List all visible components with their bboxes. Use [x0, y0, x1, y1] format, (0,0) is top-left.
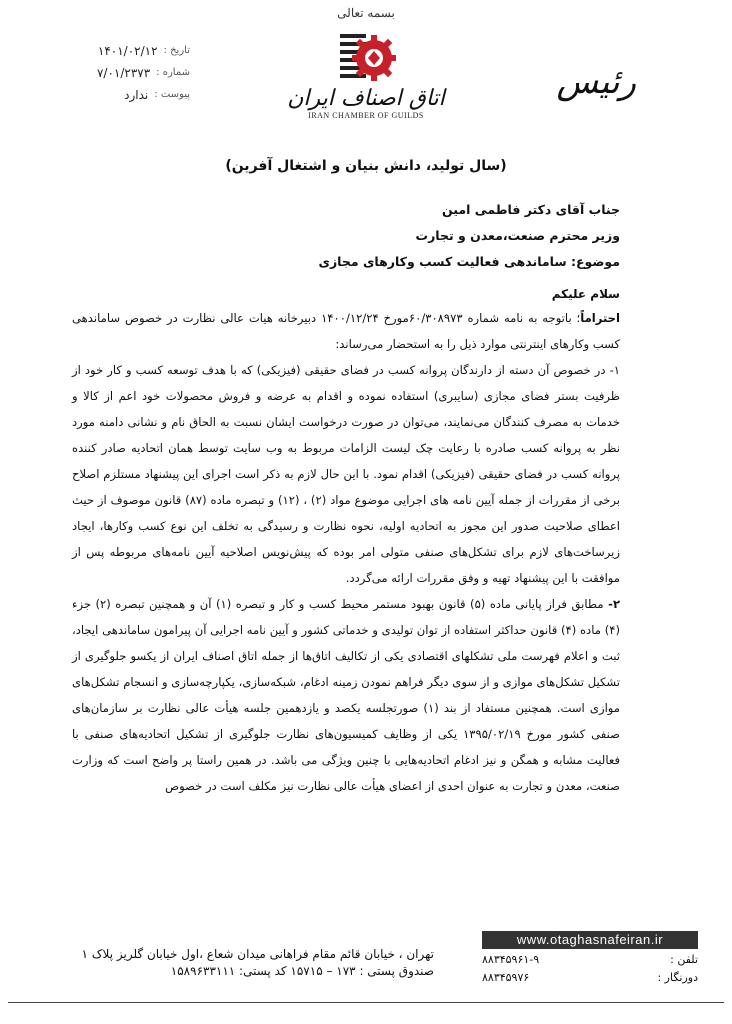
intro-paragraph: [72, 305, 620, 357]
intro-text: ؛ باتوجه به نامه شماره ۶۰/۳۰۸۹۷۳مورخ ۱۴۰۰/۱۲/۲۴ دبیرخانه هیات عالی نظارت در خصوص ساماندهی کسب وکارهای اینترنتی موارد ذیل را به استحضار می‌رساند:: [72, 311, 620, 351]
org-name-fa: اتاق اصناف ایران: [287, 86, 445, 111]
letter-body: [72, 305, 620, 799]
footer-address: [14, 946, 434, 980]
year-slogan: (سال تولید، دانش بنیان و اشتغال آفرین): [225, 158, 507, 174]
date-label: تاریخ :: [163, 45, 190, 56]
phone-value: ۸۸۳۴۵۹۶۱-۹: [482, 953, 540, 966]
recipient-block: [60, 197, 620, 275]
intro-bold: احتراماً: [580, 311, 621, 325]
greeting: سلام علیکم: [551, 287, 620, 301]
footer-divider: [8, 1002, 724, 1003]
number-label: شماره :: [156, 67, 190, 78]
item-2-number: ۲-: [608, 597, 621, 611]
fax-value: ۸۸۳۴۵۹۷۶: [482, 971, 530, 984]
address-line-2: صندوق پستی : ۱۷۳ – ۱۵۷۱۵ کد پستی: ۱۵۸۹۶۳۳۱۱۱: [170, 964, 434, 978]
date-value: ۱۴۰۱/۰۲/۱۲: [97, 44, 158, 58]
fax-label: دورنگار :: [657, 971, 698, 984]
guild-logo-icon: [335, 26, 397, 86]
phone-label: تلفن :: [670, 953, 698, 966]
item-2-text: مطابق فراز پایانی ماده (۵) قانون بهبود مستمر محیط کسب و کار و تبصره (۱) آن و همچنین تبصره (۲) جزء (۴) ماده (۴) قانون حداکثر استفاده از توان تولیدی و خدماتی کشور و آیین نامه اجرایی آن پیرامون ساماندهی ایجاد، ثبت و اعلام فهرست ملی تشکلهای اقتصادی یکی از تکالیف اتاق‌ها از جمله اتاق اصناف ایران از یکسو جلوگیری از تشکیل تشکل‌های موازی و از سوی دیگر فراهم نمودن زمینه ادغام، شبکه‌سازی، یکپارچه‌سازی و انسجام تشکل‌های موازی است. همچنین مستفاد از بند (۱) صورتجلسه یکصد و یازدهمین جلسه هیأت عالی نظارت بر سازمان‌های صنفی کشور مورخ ۱۳۹۵/۰۲/۱۹ یکی از وظایف کمیسیون‌های نظارت جلوگیری از تشکیل اتحادیه‌های صنفی با فعالیت مشابه و همگن و نیز ادغام اتحادیه‌هایی با چنین ویژگی می باشد. در همین راستا پر واضح است که وزارت صنعت، معدن و تجارت به عنوان احدی از اعضای هیأت عالی نظارت نیز مکلف است در خصوص: [72, 597, 620, 793]
footer-contact: [482, 951, 698, 987]
recipient-name: جناب آقای دکتر فاطمی امین: [441, 202, 620, 217]
attachment-label: پیوست :: [154, 89, 190, 100]
letterhead-logo: [266, 6, 466, 126]
basmala: بسمه تعالی: [337, 6, 395, 20]
recipient-title: وزیر محترم صنعت،معدن و تجارت: [415, 228, 620, 243]
item-1: ۱- در خصوص آن دسته از دارندگان پروانه کسب در فضای حقیقی (فیزیکی) که با هدف توسعه کسب و کار خود از ظرفیت بستر فضای مجازی (سایبری) استفاده نموده و اقدام به عرضه و فروش محصولات خود اعم از کالا و خدمات به مصرف کنندگان می‌نمایند، می‌توان در صورت درخواست ایشان نسبت به الحاق نام و نشانی دامنه مورد نظر به پروانه کسب صادره با رعایت چک لیست الزامات مربوط به وب سایت توسط همان اتحادیه صادر کننده پروانه کسب در فضای حقیقی (فیزیکی) اقدام نمود. با این حال لازم به ذکر است اجرای این پیشنهاد مستلزم اصلاح برخی از مقررات از جمله آیین نامه های اجرایی موضوع مواد (۲) ، (۱۲) و تبصره ماده (۸۷) قانون موصوف از حیث اعطای صلاحیت صدور این مجوز به اتحادیه اولیه، نحوه نظارت و رسیدگی به تخلف این نوع کسب وکارها، ایجاد زیرساخت‌های لازم برای تشکل‌های صنفی متولی امر بوده که پیش‌نویس اصلاحیه آیین نامه‌های مربوطه پس از موافقت با این پیشنهاد تهیه و وفق مقررات ارائه می‌گردد.: [72, 363, 620, 585]
org-name-en: IRAN CHAMBER OF GUILDS: [308, 111, 424, 120]
item-2: [72, 591, 620, 799]
letter-meta: [70, 40, 190, 106]
attachment-value: ندارد: [124, 88, 149, 102]
address-line-1: تهران ، خیابان قائم مقام فراهانی میدان شعاع ،اول خیابان گلریز پلاک ۱: [81, 947, 434, 961]
rais-title: رئیس: [556, 62, 636, 102]
letter-subject: موضوع: ساماندهی فعالیت کسب وکارهای مجازی: [318, 254, 620, 269]
website-link[interactable]: www.otaghasnafeiran.ir: [482, 931, 698, 949]
number-value: ۷/۰۱/۲۳۷۳: [96, 66, 151, 80]
